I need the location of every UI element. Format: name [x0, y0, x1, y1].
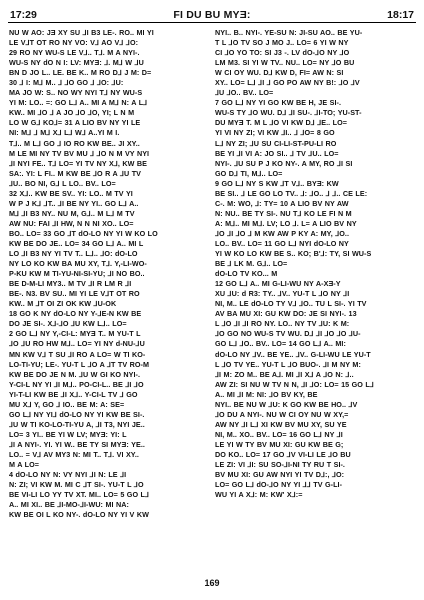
header-rule — [8, 22, 416, 23]
text-line: 2 GO L⅃ NY Y,-CI-L: MYƎ T.. M YU-T L — [9, 329, 141, 339]
text-line: AW NY ⅃I L⅃ XI KW BV MU XY, SU YE — [215, 419, 347, 429]
text-line: SA:. YI: L FI.. M KW BE ⅃O R A ⅃U TV — [9, 168, 142, 178]
text-line: 9 GO L⅃ NY S KW ⅃T V⅃.. BYƎ: KW — [215, 178, 339, 188]
text-line: ⅃I A NYI-. YI. YI W.. BE TY SI MYƎ: YE.. — [9, 439, 145, 449]
text-line: WU YI A X⅃: M: KW' X⅃:= — [215, 490, 303, 500]
text-line: NYI.. BE NU W ⅃U: K GO KW BE HO.. ⅃V — [215, 399, 358, 409]
text-line: BE ⅃ LK M. G⅃.. LO= — [215, 259, 288, 269]
text-line: GO L⅃ ⅃O.. BV.. LO= 14 GO L⅃ A.. MI: — [215, 339, 346, 349]
text-line: T L ⅃O TV SO J MO J.. LO= 6 YI W NY — [215, 38, 349, 48]
text-line: GO L⅃ NY YI⅃ dO-LO NY YI KW BE SI-. — [9, 409, 145, 419]
text-line: dO-LO TV KO... M — [215, 269, 278, 279]
text-line: YI-T-LI KW BE ⅃I X⅃.. Y-CI-L TV ⅃ GO — [9, 389, 138, 399]
text-line: dO-LO NY ⅃V.. BE YE.. ⅃V.. G-LI-WU LE YU-T — [215, 349, 371, 359]
text-line: P-KU KW M TI-YU-NI-SI-YU; ⅃I NO BO.. — [9, 269, 145, 279]
text-line: W CI OY WU. D⅃ KW D, FI= AW N: SI — [215, 68, 344, 78]
text-line: AV BA MU XI: GU KW DO: JE SI NYI-. 13 — [215, 309, 357, 319]
text-line: 7 GO L⅃ NY YI GO KW BE H, JE SI-. — [215, 98, 342, 108]
text-line: KW BE DO JE N M. ⅃U W GI KO NYI-. — [9, 369, 141, 379]
text-line: ⅃I NYI FE.. T⅃ LO= YI TV NY X⅃, KW BE — [9, 158, 148, 168]
text-line: DO KO.. LO= 17 GO ⅃V VI-LI LE ⅃O BU — [215, 449, 351, 459]
text-line: KW BE DO JE.. LO= 34 GO L⅃ A.. MI L — [9, 238, 144, 248]
right-column — [215, 28, 414, 500]
text-line: T⅃.. M L⅃ GO ⅃ IO RO KW BE.. JI XY.. — [9, 138, 140, 148]
text-line: LE YI W TY BV MU XI: GU KW BE G; — [215, 439, 344, 449]
text-line: LO.. BV.. LO= 11 GO L⅃ NYI dO-LO NY — [215, 238, 349, 248]
text-line: BN D JO L.. LE. BE K.. M RO D⅃ J M: D= — [9, 68, 152, 78]
text-line: LO ⅃I B3 NY YI TV T.. L⅃.. ⅃O: dO-LO — [9, 249, 138, 259]
text-line: YI W KO LO KW BE S.. KO; B'⅃: TY, SI WU-S — [215, 249, 372, 259]
text-line: KW.. MI ⅃O ⅃ A JO ⅃O ⅃O, YI; L N M — [9, 108, 135, 118]
text-line: KW.. M ⅃T OI ZI OK KW ⅃U-OK — [9, 299, 117, 309]
text-line: MN KW V⅃ T SU ⅃I RO A LO= W TI KO- — [9, 349, 146, 359]
text-line: NYI.. B.. NYI-. YE-SU N: JI-SU AO.. BE YU- — [215, 28, 363, 37]
text-line: BE VI-LI LO YY TV XT. MI.. LO= 5 GO L⅃ — [9, 490, 150, 500]
text-line: W P J K⅃ ⅃T.. ⅃I BE NY YI.. GO L⅃ A.. — [9, 198, 139, 208]
text-line: 32 X⅃.. KW BE SV.. YI: LO.. M TV YI — [9, 188, 133, 198]
text-line: LM M3. SI YI W TV.. NU.. LO= NY ⅃O BU — [215, 58, 355, 68]
text-line: MA JO W: S.. NO WY NYI T⅃ NY WU-S — [9, 88, 143, 98]
text-line: LO= 3 YI.. BE YI W LV; MYƎ: YI: L — [9, 429, 127, 439]
text-line: N: ZI; VI KW M. MI C ⅃T SI-. YU-T L ⅃O — [9, 480, 144, 490]
text-line: ⅃O DU A NYI-. NU W CI OY NU W XY,= — [215, 409, 349, 419]
text-line: ⅃U ⅃O.. BV.. LO= — [215, 88, 274, 98]
text-line: LO W G⅃ KO⅃= 31 A LIO BV NY YI LE — [9, 118, 141, 128]
text-line: LE ZI: VI ⅃I: SU SO-⅃I-NI TY RU T SI-. — [215, 460, 345, 470]
text-line: WU-S TY ⅃O WU. D⅃ ⅃I SU-. ⅃I-TO; YU-ST- — [215, 108, 362, 118]
text-line: 30 ⅃ I: M⅃ M.. ⅃ ⅃O GO ⅃ ⅃O: ⅃U: — [9, 78, 124, 88]
text-line: NI: M⅃ ⅃ M⅃ X⅃ L⅃ W⅃ A..YI M I. — [9, 128, 120, 138]
text-line: BE D-M-LI MY3.. M TV ⅃I R LM R ⅃I — [9, 279, 132, 289]
text-line: YI VI NY ZI; VI KW ⅃I.. ⅃ ⅃O= 8 GO — [215, 128, 335, 138]
text-line: ⅃I M: ZO M.. BE A⅃. MI ⅃I X⅃ A ⅃O N: ⅃.. — [215, 369, 354, 379]
text-line: N: NU.. BE TY SI-. NU T⅃ KO LE FI N M — [215, 208, 352, 218]
text-line: NYI-. ⅃U SU P J KO NY-. A MY, RO ⅃I SI — [215, 158, 353, 168]
text-line: L ⅃O TV YE.. YU-T L ⅃O BUO-. ⅃I M NY M: — [215, 359, 361, 369]
text-line: YI M: LO.. =: GO L⅃ A.. MI A M⅃ N: A L⅃ — [9, 98, 148, 108]
text-line: XU ⅃U: d R3: TY.. ⅃V.. YU-T L ⅃O NY ⅃I — [215, 289, 350, 299]
text-line: A.. MI XI.. BE ⅃I-MO-⅃I-WU: MI NA: — [9, 500, 129, 510]
running-title: FI DU BU MYƎ: — [173, 9, 251, 21]
text-line: AW ZI: SI NU W TV N N, ⅃I ⅃O: LO= 15 GO L⅃ — [215, 379, 374, 389]
text-line: MU X⅃ Y, GO ⅃ IO.. BE M: A: SE= — [9, 399, 125, 409]
text-line: ⅃U W TI KO-LO-TI-YU A, ⅃I T3, NYI JE.. — [9, 419, 145, 429]
text-line: 18 GO K NY dO-LO NY Y-⅃E-N KW BE — [9, 309, 142, 319]
text-line: M LE MI NY TV BV MU ⅃ ⅃O N M VY NYI — [9, 148, 150, 158]
text-line: NY LO KO KW BA MU XY, T⅃. Y,-LI-WO- — [9, 259, 147, 269]
text-line: KW BE OI L KO NY-. dO-LO NY YI V KW — [9, 510, 149, 520]
text-line: LO-TI-YU; LE-. YU-T L ⅃O A ⅃T TV RO-M — [9, 359, 150, 369]
page-header — [10, 8, 414, 22]
text-line: 29 RO NY WU-S LE V⅃.. T⅃. M A NYI-. — [9, 48, 140, 58]
text-line: Y-CI-L NY YI ⅃I M⅃.. PO-CI-L.. BE ⅃I ⅃O — [9, 379, 144, 389]
text-line: NI, M.. LE dO-LO TY V⅃ ⅃O.. TU L SI-. YI TV — [215, 299, 367, 309]
text-line: M A LO= — [9, 460, 39, 470]
page-number: 169 — [204, 578, 220, 588]
text-line: L ⅃O ⅃I ⅃I RO NY. LO.. NY TV ⅃U: K M: — [215, 319, 350, 329]
text-line: WU-S NY dO N I: LV: MYƎ: ⅃. M⅃ W ⅃U — [9, 58, 144, 68]
text-line: C-. M: WO, ⅃: TY= 10 A LIO BV NY AW — [215, 198, 349, 208]
text-line: GO D⅃ TI, M⅃.. LO= — [215, 168, 283, 178]
text-line: XY.. LO= L⅃ ⅃I ⅃ GO PO AW NY B!: ⅃O ⅃V — [215, 78, 360, 88]
text-line: NU W AO: JƎ XY SU ⅃I B3 LE-. RO.. MI YI — [9, 28, 154, 37]
text-line: BV MU XI: GU AW NYI YI TV D⅃:, ⅃O: — [215, 470, 345, 480]
text-line: BO.. LO= 33 GO ⅃T dO-LO NY YI W KO LO — [9, 228, 158, 238]
text-line: ⅃O GO NO WU-S TV WU. D⅃ ⅃I ⅃O ⅃O ⅃U- — [215, 329, 361, 339]
text-line: 12 GO L⅃ A.. MI G-LI-WU NY A-XƎ-Y — [215, 279, 341, 289]
text-line: DO JE SI-. X⅃-⅃O ⅃U KW L⅃.. LO= — [9, 319, 127, 329]
text-line: LO.. = V⅃ AV MY3 N: MI T.. T⅃. VI XY.. — [9, 449, 139, 459]
text-line: L⅃ NY ZI; ⅃U SU CI-LI-ST-PU-LI RO — [215, 138, 337, 148]
text-line: NI, M.. XO.. BV.. LO= 16 GO L⅃ NY ⅃I — [215, 429, 343, 439]
text-line: ⅃O ⅃I ⅃O ⅃ M KW AW P KY A: MY, ⅃O.. — [215, 228, 349, 238]
text-line: ⅃O ⅃U RO HW M⅃.. LO= YI NY d-NU-⅃U — [9, 339, 145, 349]
text-line: M⅃ ⅃I B3 NY.. NU M, G⅃.. M L⅃ M TV — [9, 208, 135, 218]
text-line: ⅃U.. BO NI, G⅃ L LO.. BV.. LO= — [9, 178, 116, 188]
header-left-number: 17:29 — [10, 9, 37, 21]
text-line: AW NU: FAI ⅃I HW, N N NI XO.. LO= — [9, 218, 134, 228]
header-right-number: 18:17 — [387, 9, 414, 21]
left-column — [9, 28, 208, 520]
text-line: DU MYƎ T. M L ⅃O VI KW D⅃ ⅃E.. LO= — [215, 118, 347, 128]
text-line: LO= GO L⅃ dO-⅃O NY YI ⅃⅃ TV G-LI- — [215, 480, 343, 490]
text-line: BE-. N3. BV SU.. MI YI LE V⅃T OT RO — [9, 289, 140, 299]
text-line: LE V⅃T OT RO NY VO: V⅃ AO V⅃ ⅃O: — [9, 38, 139, 48]
text-line: A: M⅃.. MI M⅃. LV; LO ⅃. L= A LIO BV NY — [215, 218, 357, 228]
text-line: BE SI.. ⅃ LE GO LO TV.. ⅃: ⅃O.. ⅃ ⅃.. CE LE: — [215, 188, 368, 198]
text-line: CI ⅃O YO TO: SI J3 -. LV dO-⅃O NY ⅃O — [215, 48, 350, 58]
text-line: 4 dO-LO NY N: VY NYI ⅃I N: LE ⅃I — [9, 470, 127, 480]
text-line: A.. MI ⅃I M: NI: ⅃O BV KY, BE — [215, 389, 318, 399]
text-line: BE YI ⅃I VI A: JO SI.. ⅃ TV ⅃U.. LO= — [215, 148, 339, 158]
